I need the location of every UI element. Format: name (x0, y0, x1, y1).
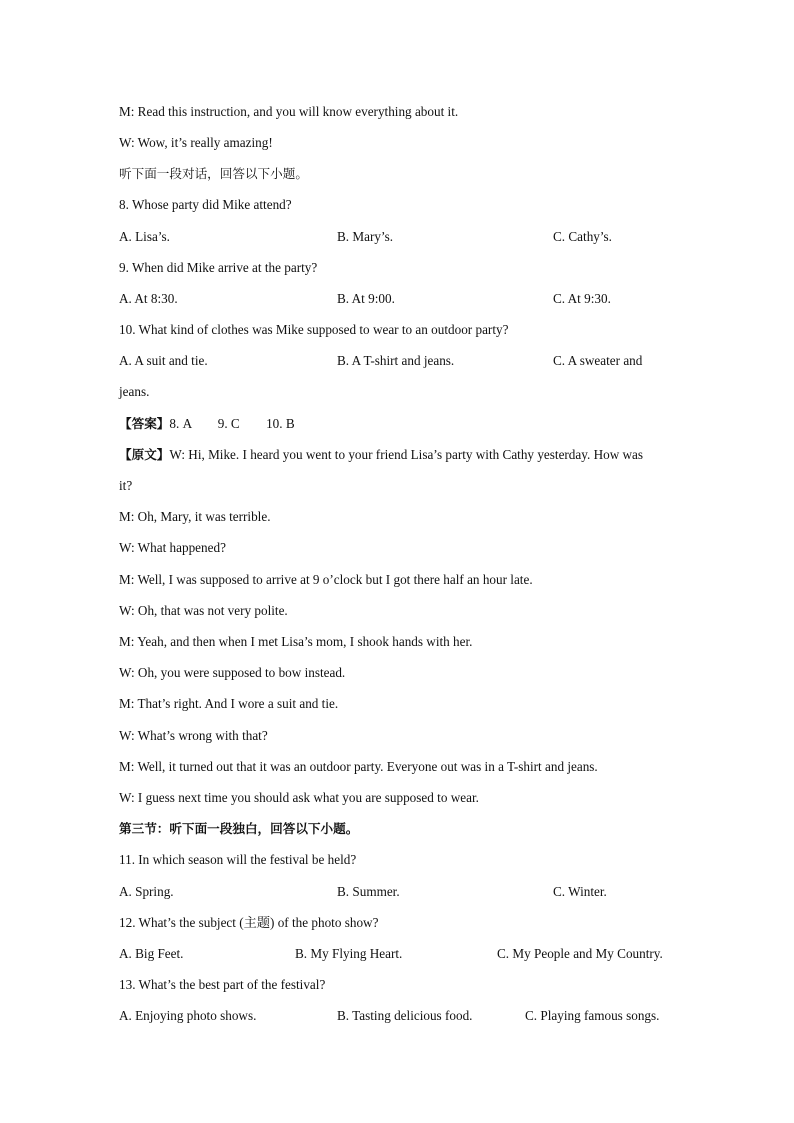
question-8: 8. Whose party did Mike attend? (119, 197, 292, 212)
q13-option-c: C. Playing famous songs. (525, 1008, 660, 1023)
question-9: 9. When did Mike arrive at the party? (119, 260, 318, 275)
question-13: 13. What’s the best part of the festival? (119, 977, 326, 992)
transcript-line: W: Oh, you were supposed to bow instead. (119, 665, 346, 680)
q10-option-a: A. A suit and tie. (119, 353, 208, 368)
answer-label: 【答案】 (119, 416, 170, 431)
question-11: 11. In which season will the festival be held? (119, 852, 357, 867)
q13-option-a: A. Enjoying photo shows. (119, 1008, 257, 1023)
question-12: 12. What’s the subject (主题) of the photo show? (119, 915, 379, 930)
q10-option-c-continuation: jeans. (119, 384, 150, 399)
q8-option-b: B. Mary’s. (337, 229, 394, 244)
dialogue-line: M: Read this instruction, and you will know everything about it. (119, 104, 459, 119)
q11-option-b: B. Summer. (337, 884, 400, 899)
transcript-line: M: That’s right. And I wore a suit and tie. (119, 696, 339, 711)
transcript-line: M: Well, it turned out that it was an outdoor party. Everyone out was in a T-shirt and jeans. (119, 759, 598, 774)
transcript-first-line (119, 446, 643, 464)
transcript-line: W: Oh, that was not very polite. (119, 603, 288, 618)
question-10: 10. What kind of clothes was Mike supposed to wear to an outdoor party? (119, 322, 509, 337)
transcript-label: 【原文】 (119, 447, 170, 462)
transcript-line: M: Well, I was supposed to arrive at 9 o’clock but I got there half an hour late. (119, 572, 533, 587)
q10-option-b: B. A T-shirt and jeans. (337, 353, 455, 368)
q9-option-c: C. At 9:30. (553, 291, 611, 306)
q13-option-b: B. Tasting delicious food. (337, 1008, 473, 1023)
q9-option-b: B. At 9:00. (337, 291, 395, 306)
q11-option-c: C. Winter. (553, 884, 607, 899)
transcript-line: W: What happened? (119, 540, 226, 555)
listening-instruction: 听下面一段对话，回答以下小题。 (119, 166, 308, 181)
dialogue-line: W: Wow, it’s really amazing! (119, 135, 273, 150)
transcript-text: W: Hi, Mike. I heard you went to your friend Lisa’s party with Cathy yesterday. How was (169, 447, 644, 462)
transcript-line: M: Yeah, and then when I met Lisa’s mom, I shook hands with her. (119, 634, 473, 649)
transcript-line: M: Oh, Mary, it was terrible. (119, 509, 271, 524)
q9-option-a: A. At 8:30. (119, 291, 178, 306)
transcript-line: W: What’s wrong with that? (119, 728, 268, 743)
q12-option-a: A. Big Feet. (119, 946, 184, 961)
section-3-heading: 第三节：听下面一段独白，回答以下小题。 (119, 821, 359, 836)
q10-option-c: C. A sweater and (553, 353, 643, 368)
q8-option-a: A. Lisa’s. (119, 229, 170, 244)
q12-option-c: C. My People and My Country. (497, 946, 663, 961)
transcript-line: it? (119, 478, 133, 493)
q12-option-b: B. My Flying Heart. (295, 946, 403, 961)
q8-option-c: C. Cathy’s. (553, 229, 612, 244)
answer-text: 8. A 9. C 10. B (169, 416, 295, 431)
transcript-line: W: I guess next time you should ask what you are supposed to wear. (119, 790, 479, 805)
q11-option-a: A. Spring. (119, 884, 174, 899)
answer-line (119, 415, 295, 433)
